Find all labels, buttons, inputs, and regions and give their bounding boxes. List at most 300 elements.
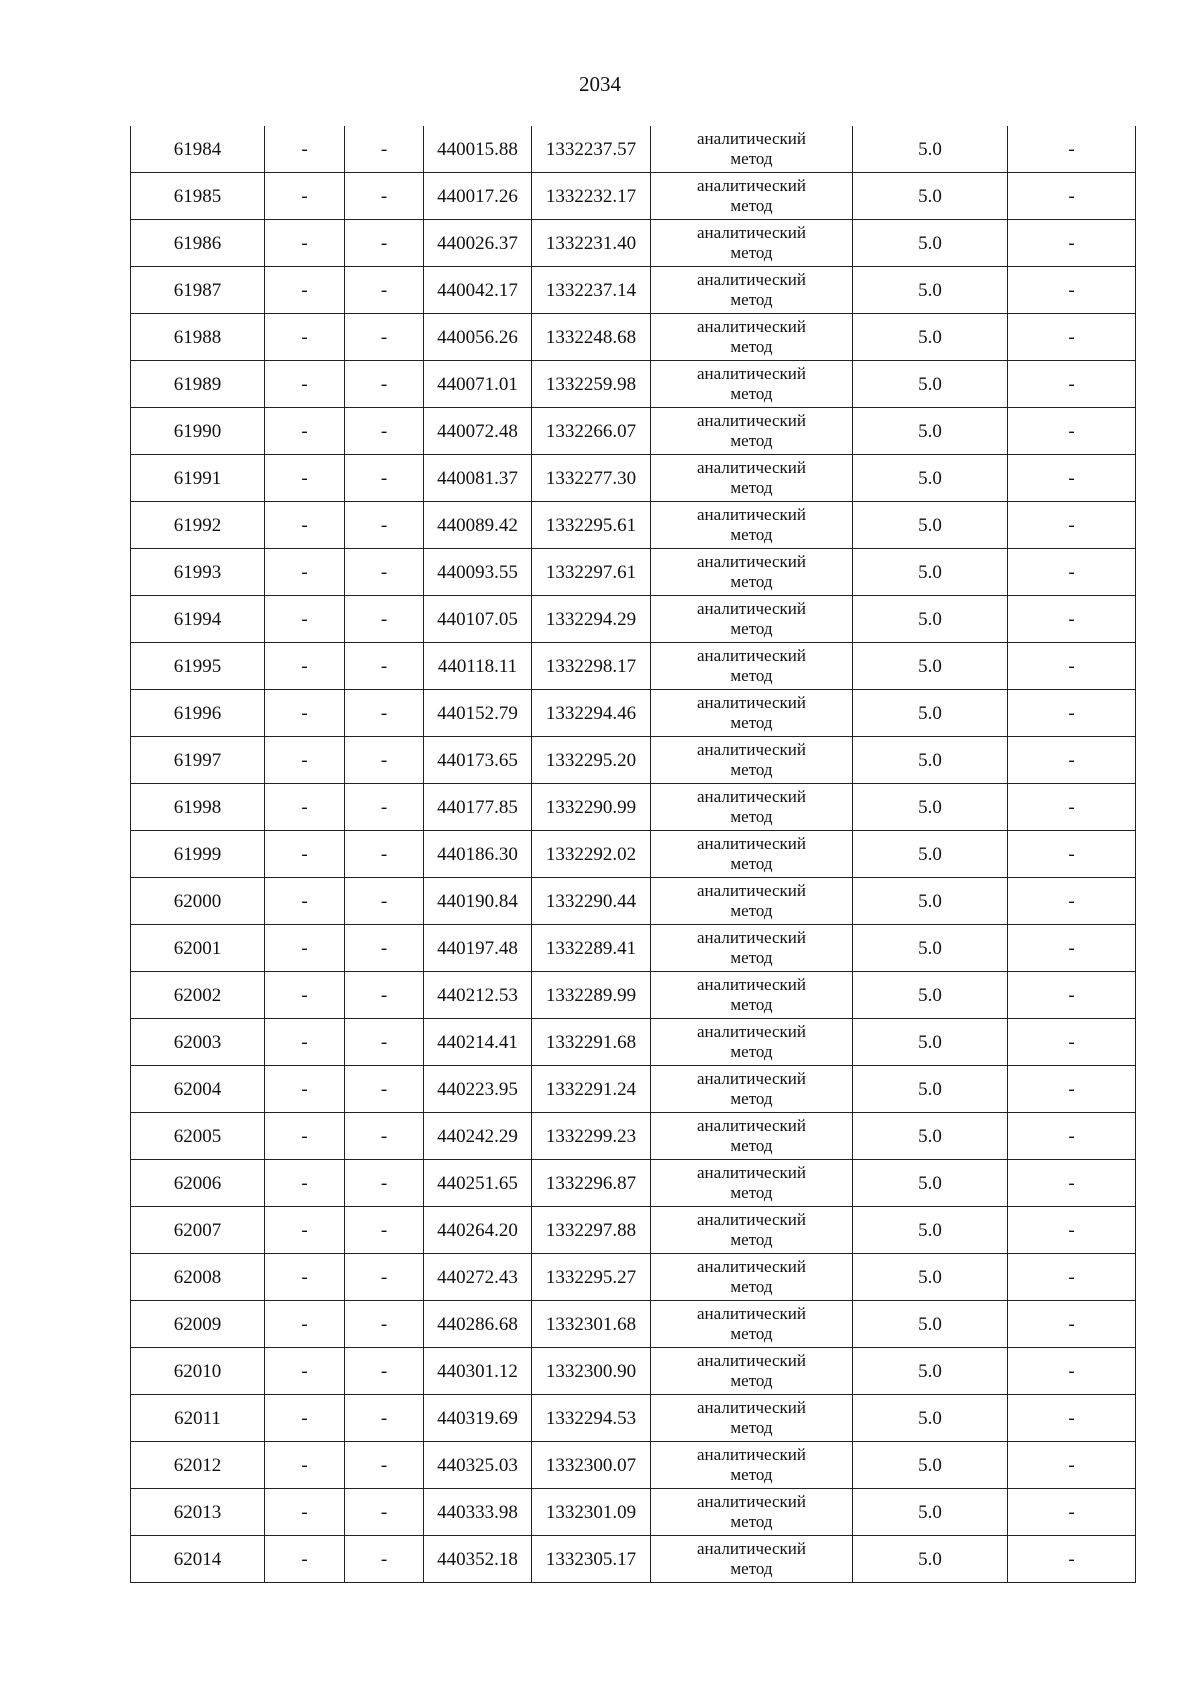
y-coordinate-cell: 1332300.07 bbox=[532, 1442, 651, 1489]
method-cell bbox=[651, 502, 853, 549]
method-label-line2: метод bbox=[730, 901, 773, 920]
empty-cell: - bbox=[1008, 690, 1136, 737]
empty-cell: - bbox=[1008, 549, 1136, 596]
y-coordinate-cell: 1332294.46 bbox=[532, 690, 651, 737]
method-label-line1: аналитический bbox=[697, 1539, 806, 1559]
empty-cell: - bbox=[265, 596, 345, 643]
empty-cell: - bbox=[265, 1207, 345, 1254]
empty-cell: - bbox=[345, 737, 424, 784]
method-cell bbox=[651, 1207, 853, 1254]
method-label-line2: метод bbox=[730, 431, 773, 450]
point-id-cell: 61993 bbox=[131, 549, 265, 596]
y-coordinate-cell: 1332290.44 bbox=[532, 878, 651, 925]
method-cell bbox=[651, 1442, 853, 1489]
empty-cell: - bbox=[1008, 972, 1136, 1019]
empty-cell: - bbox=[265, 972, 345, 1019]
empty-cell: - bbox=[265, 1066, 345, 1113]
point-id-cell: 62014 bbox=[131, 1536, 265, 1583]
precision-cell: 5.0 bbox=[853, 1348, 1008, 1395]
precision-cell: 5.0 bbox=[853, 925, 1008, 972]
empty-cell: - bbox=[345, 126, 424, 173]
method-label-line2: метод bbox=[730, 807, 773, 826]
empty-cell: - bbox=[1008, 173, 1136, 220]
table-row bbox=[131, 1301, 1136, 1348]
x-coordinate-cell: 440223.95 bbox=[424, 1066, 532, 1113]
method-label-line2: метод bbox=[730, 1183, 773, 1202]
point-id-cell: 61998 bbox=[131, 784, 265, 831]
point-id-cell: 62009 bbox=[131, 1301, 265, 1348]
method-label-line2: метод bbox=[730, 1324, 773, 1343]
precision-cell: 5.0 bbox=[853, 1207, 1008, 1254]
table-row bbox=[131, 1066, 1136, 1113]
empty-cell: - bbox=[1008, 1301, 1136, 1348]
point-id-cell: 62002 bbox=[131, 972, 265, 1019]
table-row bbox=[131, 878, 1136, 925]
precision-cell: 5.0 bbox=[853, 408, 1008, 455]
point-id-cell: 61995 bbox=[131, 643, 265, 690]
precision-cell: 5.0 bbox=[853, 173, 1008, 220]
empty-cell: - bbox=[265, 1301, 345, 1348]
table-body bbox=[131, 126, 1136, 1583]
precision-cell: 5.0 bbox=[853, 126, 1008, 173]
table-row bbox=[131, 737, 1136, 784]
empty-cell: - bbox=[265, 925, 345, 972]
precision-cell: 5.0 bbox=[853, 1442, 1008, 1489]
empty-cell: - bbox=[1008, 502, 1136, 549]
method-label-line2: метод bbox=[730, 1136, 773, 1155]
method-label-line1: аналитический bbox=[697, 1163, 806, 1183]
y-coordinate-cell: 1332277.30 bbox=[532, 455, 651, 502]
y-coordinate-cell: 1332294.29 bbox=[532, 596, 651, 643]
method-label-line2: метод bbox=[730, 337, 773, 356]
x-coordinate-cell: 440197.48 bbox=[424, 925, 532, 972]
x-coordinate-cell: 440152.79 bbox=[424, 690, 532, 737]
empty-cell: - bbox=[265, 126, 345, 173]
x-coordinate-cell: 440264.20 bbox=[424, 1207, 532, 1254]
empty-cell: - bbox=[1008, 878, 1136, 925]
point-id-cell: 61994 bbox=[131, 596, 265, 643]
x-coordinate-cell: 440107.05 bbox=[424, 596, 532, 643]
method-label-line1: аналитический bbox=[697, 1492, 806, 1512]
method-label-line1: аналитический bbox=[697, 411, 806, 431]
empty-cell: - bbox=[265, 1254, 345, 1301]
method-label-line1: аналитический bbox=[697, 1116, 806, 1136]
method-cell bbox=[651, 1113, 853, 1160]
empty-cell: - bbox=[1008, 1395, 1136, 1442]
method-label-line1: аналитический bbox=[697, 1445, 806, 1465]
method-label-line1: аналитический bbox=[697, 740, 806, 760]
empty-cell: - bbox=[345, 925, 424, 972]
method-label-line2: метод bbox=[730, 1418, 773, 1437]
empty-cell: - bbox=[345, 1301, 424, 1348]
x-coordinate-cell: 440042.17 bbox=[424, 267, 532, 314]
method-label-line2: метод bbox=[730, 525, 773, 544]
method-label-line2: метод bbox=[730, 1559, 773, 1578]
empty-cell: - bbox=[1008, 455, 1136, 502]
precision-cell: 5.0 bbox=[853, 455, 1008, 502]
table-row bbox=[131, 549, 1136, 596]
method-label-line1: аналитический bbox=[697, 1257, 806, 1277]
method-cell bbox=[651, 173, 853, 220]
method-cell bbox=[651, 1301, 853, 1348]
x-coordinate-cell: 440071.01 bbox=[424, 361, 532, 408]
point-id-cell: 62003 bbox=[131, 1019, 265, 1066]
x-coordinate-cell: 440177.85 bbox=[424, 784, 532, 831]
point-id-cell: 62012 bbox=[131, 1442, 265, 1489]
method-label-line2: метод bbox=[730, 1230, 773, 1249]
point-id-cell: 61985 bbox=[131, 173, 265, 220]
method-label-line2: метод bbox=[730, 1089, 773, 1108]
empty-cell: - bbox=[265, 690, 345, 737]
empty-cell: - bbox=[1008, 408, 1136, 455]
method-label-line1: аналитический bbox=[697, 223, 806, 243]
empty-cell: - bbox=[1008, 267, 1136, 314]
y-coordinate-cell: 1332231.40 bbox=[532, 220, 651, 267]
empty-cell: - bbox=[265, 314, 345, 361]
table-row bbox=[131, 972, 1136, 1019]
page-number: 2034 bbox=[579, 72, 621, 96]
precision-cell: 5.0 bbox=[853, 220, 1008, 267]
y-coordinate-cell: 1332237.57 bbox=[532, 126, 651, 173]
method-label-line1: аналитический bbox=[697, 364, 806, 384]
method-cell bbox=[651, 972, 853, 1019]
empty-cell: - bbox=[265, 784, 345, 831]
method-label-line2: метод bbox=[730, 760, 773, 779]
empty-cell: - bbox=[1008, 925, 1136, 972]
point-id-cell: 61999 bbox=[131, 831, 265, 878]
method-cell bbox=[651, 267, 853, 314]
point-id-cell: 61991 bbox=[131, 455, 265, 502]
method-label-line1: аналитический bbox=[697, 1069, 806, 1089]
table-row bbox=[131, 1207, 1136, 1254]
x-coordinate-cell: 440026.37 bbox=[424, 220, 532, 267]
table-row bbox=[131, 220, 1136, 267]
y-coordinate-cell: 1332266.07 bbox=[532, 408, 651, 455]
table-row bbox=[131, 690, 1136, 737]
empty-cell: - bbox=[265, 408, 345, 455]
method-label-line1: аналитический bbox=[697, 1210, 806, 1230]
empty-cell: - bbox=[1008, 1536, 1136, 1583]
empty-cell: - bbox=[345, 690, 424, 737]
empty-cell: - bbox=[345, 502, 424, 549]
empty-cell: - bbox=[1008, 1207, 1136, 1254]
precision-cell: 5.0 bbox=[853, 502, 1008, 549]
empty-cell: - bbox=[345, 549, 424, 596]
x-coordinate-cell: 440118.11 bbox=[424, 643, 532, 690]
empty-cell: - bbox=[265, 267, 345, 314]
precision-cell: 5.0 bbox=[853, 1301, 1008, 1348]
method-label-line1: аналитический bbox=[697, 881, 806, 901]
empty-cell: - bbox=[265, 737, 345, 784]
method-label-line1: аналитический bbox=[697, 458, 806, 478]
method-label-line1: аналитический bbox=[697, 270, 806, 290]
method-label-line2: метод bbox=[730, 1042, 773, 1061]
point-id-cell: 61984 bbox=[131, 126, 265, 173]
table-row bbox=[131, 1536, 1136, 1583]
point-id-cell: 62007 bbox=[131, 1207, 265, 1254]
empty-cell: - bbox=[1008, 1019, 1136, 1066]
y-coordinate-cell: 1332295.20 bbox=[532, 737, 651, 784]
table-row bbox=[131, 1395, 1136, 1442]
method-label-line2: метод bbox=[730, 290, 773, 309]
precision-cell: 5.0 bbox=[853, 267, 1008, 314]
x-coordinate-cell: 440190.84 bbox=[424, 878, 532, 925]
y-coordinate-cell: 1332299.23 bbox=[532, 1113, 651, 1160]
y-coordinate-cell: 1332300.90 bbox=[532, 1348, 651, 1395]
method-label-line2: метод bbox=[730, 948, 773, 967]
empty-cell: - bbox=[265, 1489, 345, 1536]
y-coordinate-cell: 1332301.09 bbox=[532, 1489, 651, 1536]
method-label-line1: аналитический bbox=[697, 1304, 806, 1324]
table-row bbox=[131, 455, 1136, 502]
method-label-line2: метод bbox=[730, 666, 773, 685]
x-coordinate-cell: 440286.68 bbox=[424, 1301, 532, 1348]
precision-cell: 5.0 bbox=[853, 737, 1008, 784]
method-cell bbox=[651, 925, 853, 972]
method-cell bbox=[651, 220, 853, 267]
x-coordinate-cell: 440072.48 bbox=[424, 408, 532, 455]
empty-cell: - bbox=[1008, 784, 1136, 831]
empty-cell: - bbox=[345, 596, 424, 643]
table-row bbox=[131, 1489, 1136, 1536]
method-label-line2: метод bbox=[730, 713, 773, 732]
empty-cell: - bbox=[265, 1160, 345, 1207]
x-coordinate-cell: 440056.26 bbox=[424, 314, 532, 361]
point-id-cell: 62001 bbox=[131, 925, 265, 972]
method-label-line2: метод bbox=[730, 854, 773, 873]
empty-cell: - bbox=[265, 1348, 345, 1395]
method-cell bbox=[651, 690, 853, 737]
empty-cell: - bbox=[345, 1348, 424, 1395]
method-label-line1: аналитический bbox=[697, 129, 806, 149]
method-cell bbox=[651, 549, 853, 596]
precision-cell: 5.0 bbox=[853, 1019, 1008, 1066]
method-label-line1: аналитический bbox=[697, 317, 806, 337]
empty-cell: - bbox=[1008, 1160, 1136, 1207]
method-label-line1: аналитический bbox=[697, 552, 806, 572]
point-id-cell: 62004 bbox=[131, 1066, 265, 1113]
method-label-line1: аналитический bbox=[697, 505, 806, 525]
method-label-line2: метод bbox=[730, 1465, 773, 1484]
empty-cell: - bbox=[265, 1536, 345, 1583]
point-id-cell: 62005 bbox=[131, 1113, 265, 1160]
table-row bbox=[131, 1019, 1136, 1066]
method-label-line2: метод bbox=[730, 1371, 773, 1390]
method-cell bbox=[651, 314, 853, 361]
method-cell bbox=[651, 126, 853, 173]
method-label-line1: аналитический bbox=[697, 646, 806, 666]
table-row bbox=[131, 361, 1136, 408]
table-row bbox=[131, 643, 1136, 690]
empty-cell: - bbox=[345, 361, 424, 408]
method-cell bbox=[651, 361, 853, 408]
x-coordinate-cell: 440352.18 bbox=[424, 1536, 532, 1583]
method-cell bbox=[651, 455, 853, 502]
precision-cell: 5.0 bbox=[853, 1113, 1008, 1160]
y-coordinate-cell: 1332295.27 bbox=[532, 1254, 651, 1301]
method-cell bbox=[651, 1489, 853, 1536]
method-label-line2: метод bbox=[730, 572, 773, 591]
x-coordinate-cell: 440242.29 bbox=[424, 1113, 532, 1160]
empty-cell: - bbox=[265, 1395, 345, 1442]
precision-cell: 5.0 bbox=[853, 1160, 1008, 1207]
empty-cell: - bbox=[345, 878, 424, 925]
table-row bbox=[131, 831, 1136, 878]
x-coordinate-cell: 440186.30 bbox=[424, 831, 532, 878]
empty-cell: - bbox=[265, 878, 345, 925]
empty-cell: - bbox=[1008, 1348, 1136, 1395]
point-id-cell: 62006 bbox=[131, 1160, 265, 1207]
y-coordinate-cell: 1332297.88 bbox=[532, 1207, 651, 1254]
empty-cell: - bbox=[345, 1395, 424, 1442]
method-cell bbox=[651, 831, 853, 878]
precision-cell: 5.0 bbox=[853, 314, 1008, 361]
point-id-cell: 61988 bbox=[131, 314, 265, 361]
y-coordinate-cell: 1332290.99 bbox=[532, 784, 651, 831]
table-row bbox=[131, 314, 1136, 361]
precision-cell: 5.0 bbox=[853, 878, 1008, 925]
empty-cell: - bbox=[345, 1207, 424, 1254]
method-cell bbox=[651, 1066, 853, 1113]
method-label-line2: метод bbox=[730, 149, 773, 168]
y-coordinate-cell: 1332298.17 bbox=[532, 643, 651, 690]
empty-cell: - bbox=[345, 220, 424, 267]
y-coordinate-cell: 1332295.61 bbox=[532, 502, 651, 549]
empty-cell: - bbox=[265, 549, 345, 596]
method-cell bbox=[651, 1348, 853, 1395]
y-coordinate-cell: 1332301.68 bbox=[532, 1301, 651, 1348]
empty-cell: - bbox=[265, 831, 345, 878]
precision-cell: 5.0 bbox=[853, 549, 1008, 596]
empty-cell: - bbox=[1008, 1442, 1136, 1489]
point-id-cell: 61986 bbox=[131, 220, 265, 267]
method-label-line2: метод bbox=[730, 619, 773, 638]
table-row bbox=[131, 1113, 1136, 1160]
method-label-line2: метод bbox=[730, 196, 773, 215]
empty-cell: - bbox=[265, 1113, 345, 1160]
table-row bbox=[131, 173, 1136, 220]
empty-cell: - bbox=[1008, 831, 1136, 878]
method-label-line2: метод bbox=[730, 1277, 773, 1296]
x-coordinate-cell: 440212.53 bbox=[424, 972, 532, 1019]
x-coordinate-cell: 440301.12 bbox=[424, 1348, 532, 1395]
empty-cell: - bbox=[265, 643, 345, 690]
empty-cell: - bbox=[265, 220, 345, 267]
x-coordinate-cell: 440251.65 bbox=[424, 1160, 532, 1207]
method-label-line1: аналитический bbox=[697, 787, 806, 807]
empty-cell: - bbox=[345, 455, 424, 502]
x-coordinate-cell: 440081.37 bbox=[424, 455, 532, 502]
empty-cell: - bbox=[1008, 643, 1136, 690]
empty-cell: - bbox=[1008, 1489, 1136, 1536]
empty-cell: - bbox=[1008, 220, 1136, 267]
precision-cell: 5.0 bbox=[853, 1395, 1008, 1442]
y-coordinate-cell: 1332296.87 bbox=[532, 1160, 651, 1207]
empty-cell: - bbox=[345, 1536, 424, 1583]
method-label-line2: метод bbox=[730, 995, 773, 1014]
x-coordinate-cell: 440173.65 bbox=[424, 737, 532, 784]
precision-cell: 5.0 bbox=[853, 1066, 1008, 1113]
empty-cell: - bbox=[345, 173, 424, 220]
x-coordinate-cell: 440015.88 bbox=[424, 126, 532, 173]
point-id-cell: 61992 bbox=[131, 502, 265, 549]
empty-cell: - bbox=[345, 831, 424, 878]
empty-cell: - bbox=[345, 1113, 424, 1160]
method-label-line1: аналитический bbox=[697, 1022, 806, 1042]
x-coordinate-cell: 440325.03 bbox=[424, 1442, 532, 1489]
x-coordinate-cell: 440319.69 bbox=[424, 1395, 532, 1442]
y-coordinate-cell: 1332289.99 bbox=[532, 972, 651, 1019]
empty-cell: - bbox=[265, 1019, 345, 1066]
precision-cell: 5.0 bbox=[853, 361, 1008, 408]
precision-cell: 5.0 bbox=[853, 1254, 1008, 1301]
empty-cell: - bbox=[345, 972, 424, 1019]
empty-cell: - bbox=[345, 1160, 424, 1207]
empty-cell: - bbox=[345, 1254, 424, 1301]
x-coordinate-cell: 440214.41 bbox=[424, 1019, 532, 1066]
method-cell bbox=[651, 784, 853, 831]
y-coordinate-cell: 1332291.24 bbox=[532, 1066, 651, 1113]
x-coordinate-cell: 440272.43 bbox=[424, 1254, 532, 1301]
table-row bbox=[131, 1348, 1136, 1395]
point-id-cell: 62000 bbox=[131, 878, 265, 925]
method-label-line2: метод bbox=[730, 384, 773, 403]
table-row bbox=[131, 925, 1136, 972]
table-row bbox=[131, 267, 1136, 314]
table-row bbox=[131, 126, 1136, 173]
empty-cell: - bbox=[265, 1442, 345, 1489]
point-id-cell: 62010 bbox=[131, 1348, 265, 1395]
y-coordinate-cell: 1332292.02 bbox=[532, 831, 651, 878]
point-id-cell: 61997 bbox=[131, 737, 265, 784]
y-coordinate-cell: 1332259.98 bbox=[532, 361, 651, 408]
x-coordinate-cell: 440089.42 bbox=[424, 502, 532, 549]
point-id-cell: 61990 bbox=[131, 408, 265, 455]
empty-cell: - bbox=[1008, 1066, 1136, 1113]
method-label-line1: аналитический bbox=[697, 693, 806, 713]
empty-cell: - bbox=[345, 643, 424, 690]
point-id-cell: 62008 bbox=[131, 1254, 265, 1301]
empty-cell: - bbox=[345, 1066, 424, 1113]
precision-cell: 5.0 bbox=[853, 784, 1008, 831]
empty-cell: - bbox=[1008, 314, 1136, 361]
method-cell bbox=[651, 596, 853, 643]
method-cell bbox=[651, 1019, 853, 1066]
method-label-line2: метод bbox=[730, 243, 773, 262]
method-label-line1: аналитический bbox=[697, 1351, 806, 1371]
point-id-cell: 61996 bbox=[131, 690, 265, 737]
table-row bbox=[131, 1160, 1136, 1207]
method-label-line1: аналитический bbox=[697, 975, 806, 995]
method-label-line1: аналитический bbox=[697, 599, 806, 619]
empty-cell: - bbox=[345, 1442, 424, 1489]
empty-cell: - bbox=[1008, 596, 1136, 643]
method-cell bbox=[651, 408, 853, 455]
empty-cell: - bbox=[345, 408, 424, 455]
y-coordinate-cell: 1332232.17 bbox=[532, 173, 651, 220]
x-coordinate-cell: 440333.98 bbox=[424, 1489, 532, 1536]
precision-cell: 5.0 bbox=[853, 1489, 1008, 1536]
x-coordinate-cell: 440017.26 bbox=[424, 173, 532, 220]
precision-cell: 5.0 bbox=[853, 831, 1008, 878]
empty-cell: - bbox=[265, 361, 345, 408]
method-cell bbox=[651, 878, 853, 925]
point-id-cell: 61989 bbox=[131, 361, 265, 408]
empty-cell: - bbox=[265, 455, 345, 502]
empty-cell: - bbox=[265, 502, 345, 549]
precision-cell: 5.0 bbox=[853, 1536, 1008, 1583]
point-id-cell: 62013 bbox=[131, 1489, 265, 1536]
